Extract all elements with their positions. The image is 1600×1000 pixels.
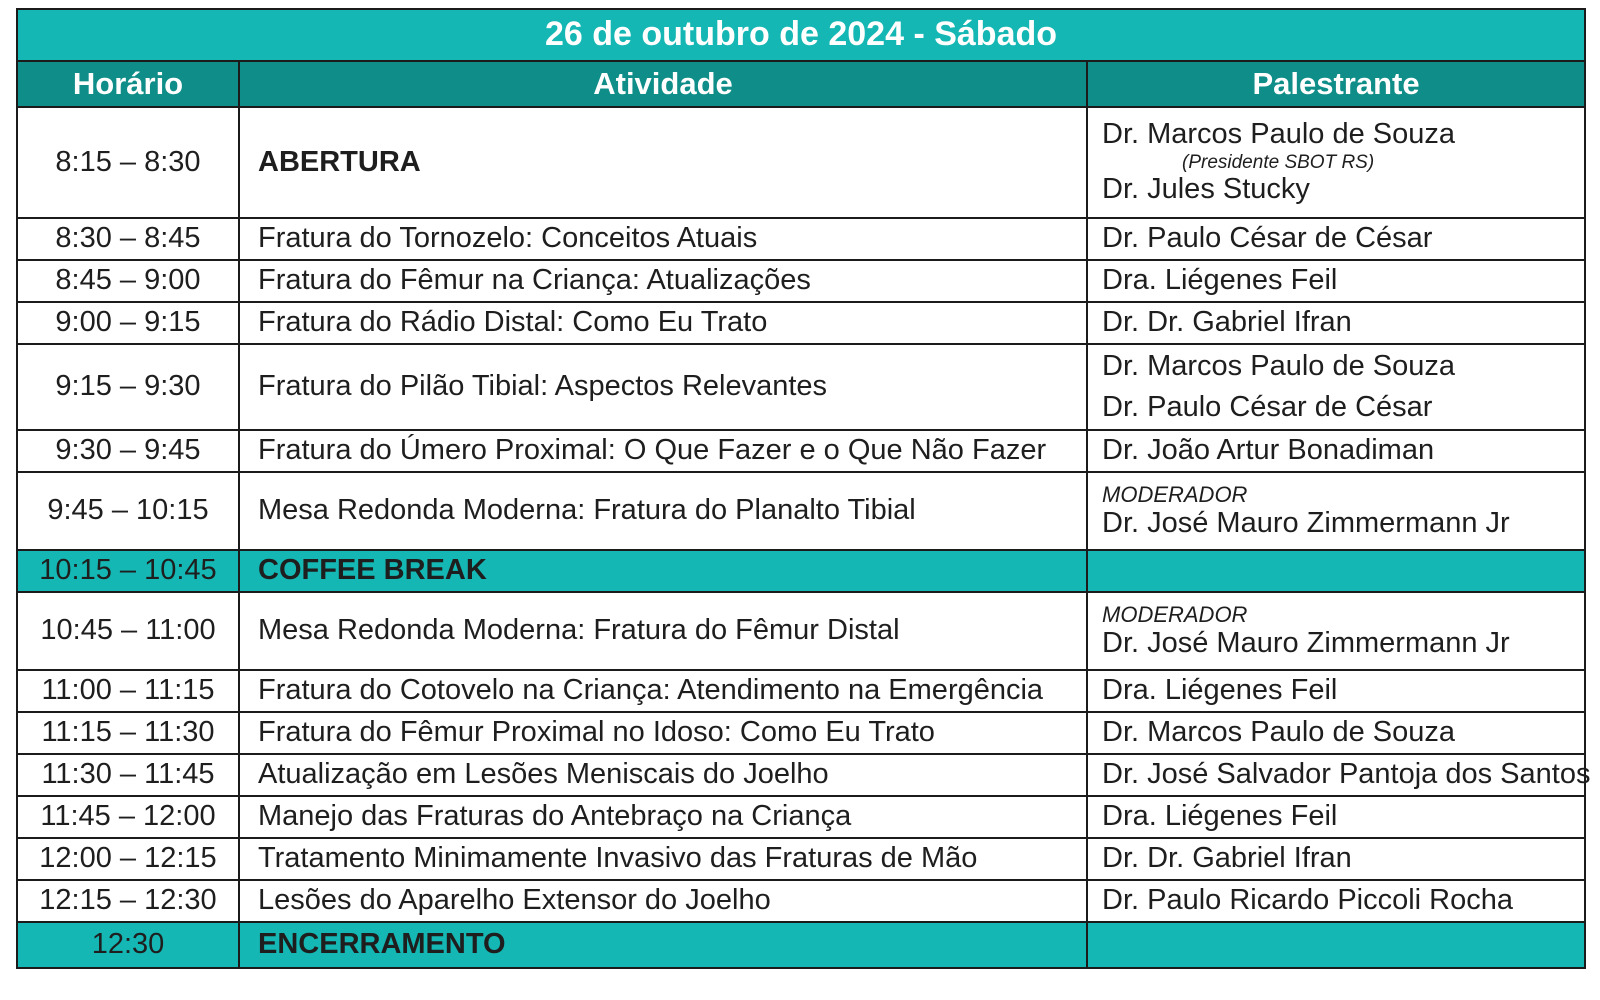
- speaker-cell: Dr. João Artur Bonadiman: [1087, 430, 1585, 472]
- time-cell: 9:45 – 10:15: [17, 472, 239, 550]
- time-cell: 12:15 – 12:30: [17, 880, 239, 922]
- table-row: [17, 754, 1585, 796]
- activity-cell: Mesa Redonda Moderna: Fratura do Planalto Tibial: [239, 472, 1087, 550]
- time-cell: 8:30 – 8:45: [17, 218, 239, 260]
- table-row: [17, 880, 1585, 922]
- time-cell: 12:00 – 12:15: [17, 838, 239, 880]
- time-cell: 9:00 – 9:15: [17, 302, 239, 344]
- table-row: [17, 218, 1585, 260]
- time-cell: 8:45 – 9:00: [17, 260, 239, 302]
- speaker-name: Dr. Jules Stucky: [1102, 173, 1310, 206]
- table-row: [17, 592, 1585, 670]
- speaker-cell: [1087, 592, 1585, 670]
- speaker-cell: Dr. Dr. Gabriel Ifran: [1087, 838, 1585, 880]
- time-cell: 9:15 – 9:30: [17, 344, 239, 430]
- activity-cell: Fratura do Cotovelo na Criança: Atendimento na Emergência: [239, 670, 1087, 712]
- speaker-cell: Dra. Liégenes Feil: [1087, 796, 1585, 838]
- activity-cell: ENCERRAMENTO: [239, 922, 1087, 968]
- activity-cell: Fratura do Tornozelo: Conceitos Atuais: [239, 218, 1087, 260]
- header-time: Horário: [17, 61, 239, 107]
- table-row: [17, 260, 1585, 302]
- schedule-table: [16, 8, 1591, 969]
- speaker-cell: [1087, 472, 1585, 550]
- header-activity: Atividade: [239, 61, 1087, 107]
- table-row: [17, 670, 1585, 712]
- activity-cell: Manejo das Fraturas do Antebraço na Criança: [239, 796, 1087, 838]
- speaker-cell: [1087, 107, 1585, 218]
- time-cell: 11:00 – 11:15: [17, 670, 239, 712]
- header-row: [17, 61, 1585, 107]
- table-row: [17, 796, 1585, 838]
- table-row: [17, 712, 1585, 754]
- speaker-name: Dr. Paulo César de César: [1102, 391, 1433, 423]
- schedule-title: 26 de outubro de 2024 - Sábado: [17, 9, 1585, 61]
- speaker-cell: [1087, 344, 1585, 430]
- closing-row: [17, 922, 1585, 968]
- table-row: [17, 472, 1585, 550]
- speaker-cell: Dr. Dr. Gabriel Ifran: [1087, 302, 1585, 344]
- moderator-label: MODERADOR: [1102, 601, 1248, 627]
- time-cell: 11:30 – 11:45: [17, 754, 239, 796]
- speaker-cell: Dra. Liégenes Feil: [1087, 260, 1585, 302]
- time-cell: 11:15 – 11:30: [17, 712, 239, 754]
- time-cell: 12:30: [17, 922, 239, 968]
- table-row: [17, 302, 1585, 344]
- activity-cell: Fratura do Rádio Distal: Como Eu Trato: [239, 302, 1087, 344]
- moderator-label: MODERADOR: [1102, 481, 1248, 507]
- activity-cell: Tratamento Minimamente Invasivo das Fraturas de Mão: [239, 838, 1087, 880]
- activity-cell: Fratura do Fêmur na Criança: Atualizações: [239, 260, 1087, 302]
- activity-cell: Fratura do Pilão Tibial: Aspectos Relevantes: [239, 344, 1087, 430]
- time-cell: 11:45 – 12:00: [17, 796, 239, 838]
- speaker-name: Dr. José Mauro Zimmermann Jr: [1102, 626, 1510, 659]
- speaker-cell: Dr. Paulo César de César: [1087, 218, 1585, 260]
- speaker-cell: Dr. Marcos Paulo de Souza: [1087, 712, 1585, 754]
- speaker-note: (Presidente SBOT RS): [1182, 151, 1375, 173]
- speaker-cell: Dr. Paulo Ricardo Piccoli Rocha: [1087, 880, 1585, 922]
- header-speaker: Palestrante: [1087, 61, 1585, 107]
- time-cell: 8:15 – 8:30: [17, 107, 239, 218]
- activity-cell: Fratura do Úmero Proximal: O Que Fazer e o Que Não Fazer: [239, 430, 1087, 472]
- activity-cell: ABERTURA: [239, 107, 1087, 218]
- speaker-name: Dr. José Mauro Zimmermann Jr: [1102, 506, 1510, 539]
- activity-cell: Fratura do Fêmur Proximal no Idoso: Como Eu Trato: [239, 712, 1087, 754]
- title-row: [17, 9, 1585, 61]
- table-row: [17, 344, 1585, 430]
- table-row: [17, 107, 1585, 218]
- activity-cell: Lesões do Aparelho Extensor do Joelho: [239, 880, 1087, 922]
- speaker-cell: [1087, 922, 1585, 968]
- activity-cell: COFFEE BREAK: [239, 550, 1087, 592]
- time-cell: 10:45 – 11:00: [17, 592, 239, 670]
- speaker-cell: Dr. José Salvador Pantoja dos Santos: [1087, 754, 1585, 796]
- table-row: [17, 430, 1585, 472]
- speaker-cell: Dra. Liégenes Feil: [1087, 670, 1585, 712]
- activity-cell: Atualização em Lesões Meniscais do Joelho: [239, 754, 1087, 796]
- table-row: [17, 838, 1585, 880]
- time-cell: 10:15 – 10:45: [17, 550, 239, 592]
- speaker-name: Dr. Marcos Paulo de Souza: [1102, 118, 1456, 151]
- speaker-cell: [1087, 550, 1585, 592]
- activity-cell: Mesa Redonda Moderna: Fratura do Fêmur Distal: [239, 592, 1087, 670]
- schedule-sheet: [16, 8, 1591, 969]
- speaker-name: Dr. Marcos Paulo de Souza: [1102, 349, 1456, 382]
- time-cell: 9:30 – 9:45: [17, 430, 239, 472]
- break-row: [17, 550, 1585, 592]
